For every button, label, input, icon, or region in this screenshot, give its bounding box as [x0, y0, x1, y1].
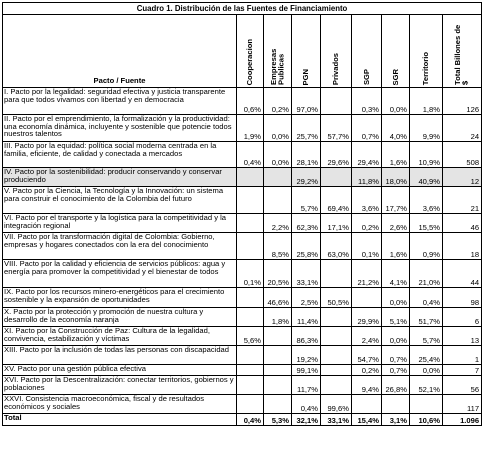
table-cell	[264, 376, 292, 395]
header-row	[3, 15, 482, 88]
column-header: Empresas Publicas	[264, 15, 292, 88]
table-cell: 24	[443, 115, 482, 142]
table-cell: 5,1%	[382, 308, 410, 327]
table-cell: 18,0%	[382, 168, 410, 187]
table-row	[3, 168, 482, 187]
table-row	[3, 327, 482, 346]
column-header: Territorio	[410, 15, 443, 88]
table-cell: 0,1%	[237, 260, 264, 288]
table-cell: 99,6%	[321, 395, 352, 414]
table-cell: 0,0%	[382, 88, 410, 115]
table-cell: 2,5%	[292, 288, 321, 308]
table-cell: 21	[443, 187, 482, 214]
table-cell: 97,0%	[292, 88, 321, 115]
table-row	[3, 260, 482, 288]
table-cell	[264, 168, 292, 187]
row-label: XVI. Pacto por la Descentralización: conectar territorios, gobiernos y poblaciones	[3, 376, 237, 395]
column-header: Privados	[321, 15, 352, 88]
table-cell: 57,7%	[321, 115, 352, 142]
row-label: VIII. Pacto por la calidad y eficiencia de servicios públicos: agua y energía para promover la competitividad y el bienestar de todos	[3, 260, 237, 288]
table-cell: 0,2%	[352, 365, 382, 376]
table-cell	[237, 376, 264, 395]
table-cell: 2,6%	[382, 214, 410, 233]
table-row	[3, 115, 482, 142]
table-cell: 44	[443, 260, 482, 288]
table-cell: 1,8%	[410, 88, 443, 115]
table-cell: 4,0%	[382, 115, 410, 142]
row-label: XV. Pacto por una gestión pública efectiva	[3, 365, 237, 376]
table-cell: 508	[443, 142, 482, 168]
table-cell: 0,0%	[382, 327, 410, 346]
table-cell: 62,3%	[292, 214, 321, 233]
row-label: XIII. Pacto por la inclusión de todas las personas con discapacidad	[3, 346, 237, 365]
table-cell	[321, 168, 352, 187]
total-cell: 33,1%	[321, 414, 352, 426]
table-cell: 54,7%	[352, 346, 382, 365]
table-cell: 28,1%	[292, 142, 321, 168]
table-cell: 0,7%	[382, 346, 410, 365]
table-row	[3, 88, 482, 115]
table-cell: 29,6%	[321, 142, 352, 168]
table-cell: 52,1%	[410, 376, 443, 395]
table-cell: 2,4%	[352, 327, 382, 346]
table-cell: 8,5%	[264, 233, 292, 260]
total-cell: 5,3%	[264, 414, 292, 426]
table-cell: 19,2%	[292, 346, 321, 365]
table-cell	[321, 260, 352, 288]
table-cell: 0,0%	[382, 288, 410, 308]
table-cell: 5,6%	[237, 327, 264, 346]
table-cell: 1,9%	[237, 115, 264, 142]
table-cell: 0,0%	[264, 115, 292, 142]
table-cell: 6	[443, 308, 482, 327]
row-label: II. Pacto por el emprendimiento, la formalización y la productividad: una economía dinámica, incluyente y sostenible que potencie todos nuestros talentos	[3, 115, 237, 142]
table-cell: 5,7%	[292, 187, 321, 214]
row-label: V. Pacto por la Ciencia, la Tecnología y la Innovación: un sistema para construir el conocimiento de la Colombia del futuro	[3, 187, 237, 214]
table-cell: 86,3%	[292, 327, 321, 346]
table-cell	[237, 395, 264, 414]
table-cell	[321, 308, 352, 327]
table-cell: 0,4%	[292, 395, 321, 414]
table-cell: 46,6%	[264, 288, 292, 308]
table-cell: 26,8%	[382, 376, 410, 395]
row-label: XXVI. Consistencia macroeconómica, fiscal y de resultados económicos y sociales	[3, 395, 237, 414]
header-pacto-fuente: Pacto / Fuente	[3, 15, 237, 88]
row-label: X. Pacto por la protección y promoción de nuestra cultura y desarrollo de la economía naranja	[3, 308, 237, 327]
table-cell: 0,3%	[352, 88, 382, 115]
row-label: IV. Pacto por la sostenibilidad: producir conservando y conservar produciendo	[3, 168, 237, 187]
table-row	[3, 288, 482, 308]
table-cell: 46	[443, 214, 482, 233]
table-cell	[237, 233, 264, 260]
table-cell	[264, 327, 292, 346]
table-cell	[321, 365, 352, 376]
total-row	[3, 414, 482, 426]
table-cell: 117	[443, 395, 482, 414]
row-label: I. Pacto por la legalidad: seguridad efectiva y justicia transparente para que todos vivamos con libertad y en democracia	[3, 88, 237, 115]
table-cell: 1,6%	[382, 233, 410, 260]
table-row	[3, 376, 482, 395]
table-cell: 11,7%	[292, 376, 321, 395]
table-cell: 25,4%	[410, 346, 443, 365]
table-cell: 2,2%	[264, 214, 292, 233]
table-cell: 17,1%	[321, 214, 352, 233]
table-cell: 29,4%	[352, 142, 382, 168]
total-cell: 10,6%	[410, 414, 443, 426]
table-cell: 1	[443, 346, 482, 365]
table-cell: 3,6%	[352, 187, 382, 214]
table-cell	[237, 214, 264, 233]
table-cell: 1,8%	[264, 308, 292, 327]
table-cell	[264, 187, 292, 214]
table-cell: 10,9%	[410, 142, 443, 168]
table-cell: 56	[443, 376, 482, 395]
table-cell	[410, 395, 443, 414]
table-cell: 1,6%	[382, 142, 410, 168]
column-header: Cooperacion	[237, 15, 264, 88]
total-cell: 15,4%	[352, 414, 382, 426]
table-cell	[237, 365, 264, 376]
table-cell: 4,1%	[382, 260, 410, 288]
table-cell: 17,7%	[382, 187, 410, 214]
table-cell: 11,8%	[352, 168, 382, 187]
table-cell: 5,7%	[410, 327, 443, 346]
table-cell: 9,4%	[352, 376, 382, 395]
table-cell	[321, 346, 352, 365]
table-row	[3, 365, 482, 376]
table-cell: 0,9%	[410, 233, 443, 260]
table-cell: 0,1%	[352, 233, 382, 260]
row-label: VII. Pacto por la transformación digital de Colombia: Gobierno, empresas y hogares conectados con la era del conocimiento	[3, 233, 237, 260]
table-cell: 21,0%	[410, 260, 443, 288]
table-cell: 25,8%	[292, 233, 321, 260]
table-row	[3, 142, 482, 168]
table-cell	[237, 288, 264, 308]
table-cell: 99,1%	[292, 365, 321, 376]
table-cell	[321, 376, 352, 395]
table-cell: 0,6%	[237, 88, 264, 115]
table-cell: 21,2%	[352, 260, 382, 288]
row-label: XI. Pacto por la Construcción de Paz: Cultura de la legalidad, convivencia, estabilización y víctimas	[3, 327, 237, 346]
table-cell: 18	[443, 233, 482, 260]
table-row	[3, 395, 482, 414]
table-cell	[352, 395, 382, 414]
table-row	[3, 214, 482, 233]
table-cell: 11,4%	[292, 308, 321, 327]
table-cell: 20,5%	[264, 260, 292, 288]
table-cell: 29,9%	[352, 308, 382, 327]
total-cell: 0,4%	[237, 414, 264, 426]
table-cell: 126	[443, 88, 482, 115]
table-cell	[352, 288, 382, 308]
row-label: VI. Pacto por el transporte y la logística para la competitividad y la integración regional	[3, 214, 237, 233]
table-cell	[237, 168, 264, 187]
table-row	[3, 346, 482, 365]
table-row	[3, 308, 482, 327]
column-header: SGP	[352, 15, 382, 88]
table-cell: 0,2%	[352, 214, 382, 233]
table-cell: 0,7%	[352, 115, 382, 142]
table-cell: 29,2%	[292, 168, 321, 187]
table-cell: 0,2%	[264, 88, 292, 115]
table-cell: 40,9%	[410, 168, 443, 187]
table-cell: 0,7%	[382, 365, 410, 376]
table-cell: 63,0%	[321, 233, 352, 260]
table-cell: 25,7%	[292, 115, 321, 142]
row-label: IX. Pacto por los recursos minero-energéticos para el crecimiento sostenible y la expansión de oportunidades	[3, 288, 237, 308]
table-title: Cuadro 1. Distribución de las Fuentes de Financiamiento	[3, 3, 482, 15]
table-cell: 0,4%	[410, 288, 443, 308]
table-row	[3, 233, 482, 260]
table-cell: 33,1%	[292, 260, 321, 288]
table-cell	[321, 327, 352, 346]
table-cell	[264, 346, 292, 365]
table-cell: 50,5%	[321, 288, 352, 308]
table-cell: 51,7%	[410, 308, 443, 327]
row-label: III. Pacto por la equidad: política social moderna centrada en la familia, eficiente, de calidad y conectada a mercados	[3, 142, 237, 168]
total-cell: 32,1%	[292, 414, 321, 426]
column-header: Total Billones de $	[443, 15, 482, 88]
table-cell	[237, 187, 264, 214]
table-cell: 98	[443, 288, 482, 308]
table-cell	[382, 395, 410, 414]
total-cell: 3,1%	[382, 414, 410, 426]
table-cell: 69,4%	[321, 187, 352, 214]
table-cell	[237, 308, 264, 327]
table-row	[3, 187, 482, 214]
table-cell: 9,9%	[410, 115, 443, 142]
total-label: Total	[3, 414, 237, 426]
table-cell: 12	[443, 168, 482, 187]
table-cell: 7	[443, 365, 482, 376]
table-cell: 15,5%	[410, 214, 443, 233]
column-header: SGR	[382, 15, 410, 88]
table-cell	[264, 395, 292, 414]
financing-table	[2, 2, 482, 426]
column-header: PGN	[292, 15, 321, 88]
total-cell: 1.096	[443, 414, 482, 426]
table-cell: 0,0%	[410, 365, 443, 376]
table-cell: 0,0%	[264, 142, 292, 168]
table-cell	[321, 88, 352, 115]
table-cell	[237, 346, 264, 365]
table-cell: 3,6%	[410, 187, 443, 214]
table-cell: 13	[443, 327, 482, 346]
table-cell: 0,4%	[237, 142, 264, 168]
table-cell	[264, 365, 292, 376]
